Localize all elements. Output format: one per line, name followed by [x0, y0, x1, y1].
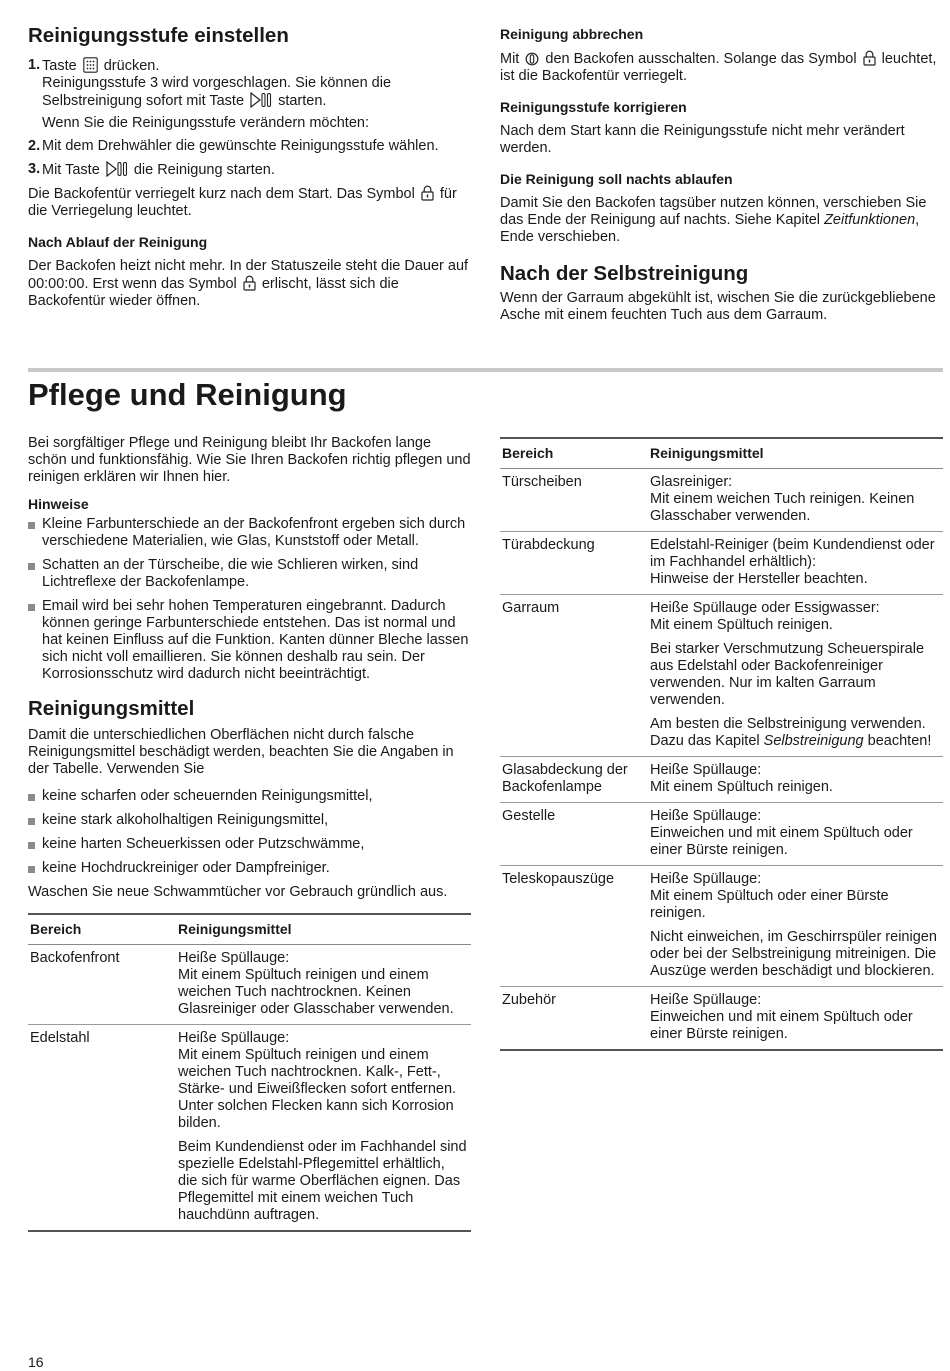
- cell-area: Backofenfront: [28, 945, 176, 1025]
- lock-paragraph: Die Backofentür verriegelt kurz nach dem Start. Das Symbol für die Verriegelung leuchtet.: [28, 186, 457, 219]
- cell-agent: [648, 803, 943, 866]
- cleaning-table-right: [500, 437, 943, 1051]
- cell-agent: [176, 945, 471, 1025]
- table-row: [500, 757, 943, 803]
- cell-area: Türscheiben: [500, 469, 648, 532]
- heading-abort-cleaning: Reinigung abbrechen: [500, 26, 644, 42]
- cell-agent: [176, 1025, 471, 1232]
- lock-icon: [421, 185, 434, 201]
- cell-agent: [648, 757, 943, 803]
- cell-area: Garraum: [500, 595, 648, 757]
- step-2: 2. Mit dem Drehwähler die gewünschte Reinigungsstufe wählen.: [28, 138, 439, 154]
- cell-area: Türabdeckung: [500, 532, 648, 595]
- abort-text: Mit den Backofen ausschalten. Solange das Symbol leuchtet, ist die Backofentür verriegelt.: [500, 51, 937, 84]
- bottom-right-column: [500, 437, 943, 1051]
- section-title: Pflege und Reinigung: [28, 377, 347, 412]
- cell-agent: [648, 987, 943, 1051]
- cell-agent: [648, 469, 943, 532]
- cell-agent: [648, 595, 943, 757]
- heading-cleaning-agents: Reinigungsmittel: [28, 697, 195, 720]
- heading-hints: Hinweise: [28, 496, 89, 512]
- cell-agent: [648, 866, 943, 987]
- list-item: keine stark alkoholhaltigen Reinigungsmittel,: [28, 812, 471, 829]
- cell-text: Nicht einweichen, im Geschirrspüler reinigen oder bei der Selbstreinigung mitreinigen. Die Auszüge werden beschädigt und blockieren.: [650, 929, 937, 979]
- cell-area: Glasabdeckung der Backofenlampe: [500, 757, 648, 803]
- cell-text: Heiße Spüllauge: Einweichen und mit einem Spültuch oder einer Bürste reinigen.: [650, 992, 913, 1042]
- after-cleaning-text: Der Backofen heizt nicht mehr. In der Statuszeile steht die Dauer auf 00:00:00. Erst wenn das Symbol erlischt, lässt sich die Backofentür wieder öffnen.: [28, 258, 469, 309]
- page-number: 16: [28, 1354, 44, 1370]
- cell-text: Beim Kundendienst oder im Fachhandel sind spezielle Edelstahl-Pflegemittel erhältlich, die sich für warme Oberflächen eignen. Das Pflegemittel mit einem weichen Tuch hauchdünn auftragen.: [178, 1139, 467, 1223]
- table-row: [500, 866, 943, 987]
- intro-text: Bei sorgfältiger Pflege und Reinigung bleibt Ihr Backofen lange schön und funktionsfähig. Wie Sie Ihren Backofen richtig pflegen und reinigen erklären wir Ihnen hier.: [28, 435, 471, 485]
- agents-list: [28, 788, 471, 877]
- table-row: [500, 803, 943, 866]
- cell-text: Edelstahl-Reiniger (beim Kundendienst oder im Fachhandel erhältlich): Hinweise der Hersteller beachten.: [650, 537, 935, 587]
- after-self-cleaning-text: Wenn der Garraum abgekühlt ist, wischen Sie die zurückgebliebene Asche mit einem feuchten Tuch aus dem Garraum.: [500, 290, 936, 323]
- list-item: Schatten an der Türscheibe, die wie Schlieren wirken, sind Lichtreflexe der Backofenlampe.: [28, 557, 471, 591]
- correct-level-text: Nach dem Start kann die Reinigungsstufe nicht mehr verändert werden.: [500, 123, 905, 156]
- lock-icon: [863, 50, 876, 66]
- power-icon: [525, 51, 539, 66]
- cell-area: Edelstahl: [28, 1025, 176, 1232]
- night-cleaning-text: Damit Sie den Backofen tagsüber nutzen können, verschieben Sie das Ende der Reinigung auf nachts. Siehe Kapitel Zeitfunktionen, Ende verschieben.: [500, 195, 927, 245]
- column-header-area: Bereich: [28, 914, 176, 945]
- section-divider: [28, 368, 943, 372]
- cell-text: Am besten die Selbstreinigung verwenden. Dazu das Kapitel Selbstreinigung beachten!: [650, 716, 932, 749]
- table-row: [500, 987, 943, 1051]
- cell-text: Bei starker Verschmutzung Scheuerspirale aus Edelstahl oder Backofenreiniger verwenden. Nur im kalten Garraum verwenden.: [650, 641, 925, 708]
- cell-text: Glasreiniger: Mit einem weichen Tuch reinigen. Keinen Glasschaber verwenden.: [650, 474, 915, 524]
- top-left-column: [28, 24, 473, 316]
- heading-after-cleaning: Nach Ablauf der Reinigung: [28, 234, 208, 250]
- table-row: [500, 532, 943, 595]
- list-item: keine harten Scheuerkissen oder Putzschwämme,: [28, 836, 471, 853]
- heading-after-self-cleaning: Nach der Selbstreinigung: [500, 262, 749, 285]
- cell-agent: [648, 532, 943, 595]
- column-header-agent: Reinigungsmittel: [648, 438, 943, 469]
- heading-correct-level: Reinigungsstufe korrigieren: [500, 99, 687, 115]
- cell-area: Gestelle: [500, 803, 648, 866]
- start-pause-icon: [106, 161, 128, 177]
- hints-list: [28, 516, 471, 683]
- table-row: [500, 469, 943, 532]
- cleaning-table-left: [28, 913, 471, 1232]
- cell-text: Heiße Spüllauge: Mit einem Spültuch reinigen und einem weichen Tuch nachtrocknen. Keinen Glasreiniger oder Glasschaber verwenden.: [178, 950, 454, 1017]
- cell-text: Heiße Spüllauge: Mit einem Spültuch oder einer Bürste reinigen.: [650, 871, 889, 921]
- cell-text: Heiße Spüllauge: Einweichen und mit einem Spültuch oder einer Bürste reinigen.: [650, 808, 913, 858]
- step-1: 1. Taste drücken. Reinigungsstufe 3 wird vorgeschlagen. Sie können die Selbstreinigung sofort mit Taste starten. Wenn Sie die Reinigungsstufe verändern möchten:: [28, 57, 392, 131]
- start-pause-icon: [250, 92, 272, 108]
- list-item: keine scharfen oder scheuernden Reinigungsmittel,: [28, 788, 471, 805]
- heading-night-cleaning: Die Reinigung soll nachts ablaufen: [500, 171, 733, 187]
- column-header-agent: Reinigungsmittel: [176, 914, 471, 945]
- cell-text: Heiße Spüllauge: Mit einem Spültuch reinigen und einem weichen Tuch nachtrocknen. Kalk-, Fett-, Stärke- und Eiweißflecken sofort entfernen. Unter solchen Flecken kann sich Korrosion bilden.: [178, 1030, 457, 1131]
- column-header-area: Bereich: [500, 438, 648, 469]
- cell-text: Heiße Spüllauge: Mit einem Spültuch reinigen.: [650, 762, 833, 795]
- cell-text: Heiße Spüllauge oder Essigwasser: Mit einem Spültuch reinigen.: [650, 600, 880, 633]
- table-row: [28, 1025, 471, 1232]
- cell-area: Zubehör: [500, 987, 648, 1051]
- lock-icon: [243, 275, 256, 291]
- top-right-column: [500, 24, 943, 330]
- table-row: [500, 595, 943, 757]
- agents-outro: Waschen Sie neue Schwammtücher vor Gebrauch gründlich aus.: [28, 884, 448, 900]
- heading-cleaning-level: Reinigungsstufe einstellen: [28, 24, 289, 47]
- list-item: Kleine Farbunterschiede an der Backofenfront ergeben sich durch verschiedene Materialien, wie Glas, Kunststoff oder Metall.: [28, 516, 471, 550]
- bottom-left-column: [28, 435, 471, 1232]
- step-3: 3. Mit Taste die Reinigung starten.: [28, 161, 275, 178]
- grid-key-icon: [83, 57, 98, 73]
- cell-area: Teleskopauszüge: [500, 866, 648, 987]
- list-item: Email wird bei sehr hohen Temperaturen eingebrannt. Dadurch können geringe Farbunterschiede entstehen. Das ist normal und hat keinen Einfluss auf die Funktion. Kanten dünner Bleche lassen sich nicht voll emaillieren. Sie können deshalb rau sein. Der Korrosionsschutz wird dadurch nicht beeinträchtigt.: [28, 598, 471, 683]
- table-row: [28, 945, 471, 1025]
- list-item: keine Hochdruckreiniger oder Dampfreiniger.: [28, 860, 471, 877]
- agents-intro: Damit die unterschiedlichen Oberflächen nicht durch falsche Reinigungsmittel beschädigt werden, beachten Sie die Angaben in der Tabelle. Verwenden Sie: [28, 727, 454, 777]
